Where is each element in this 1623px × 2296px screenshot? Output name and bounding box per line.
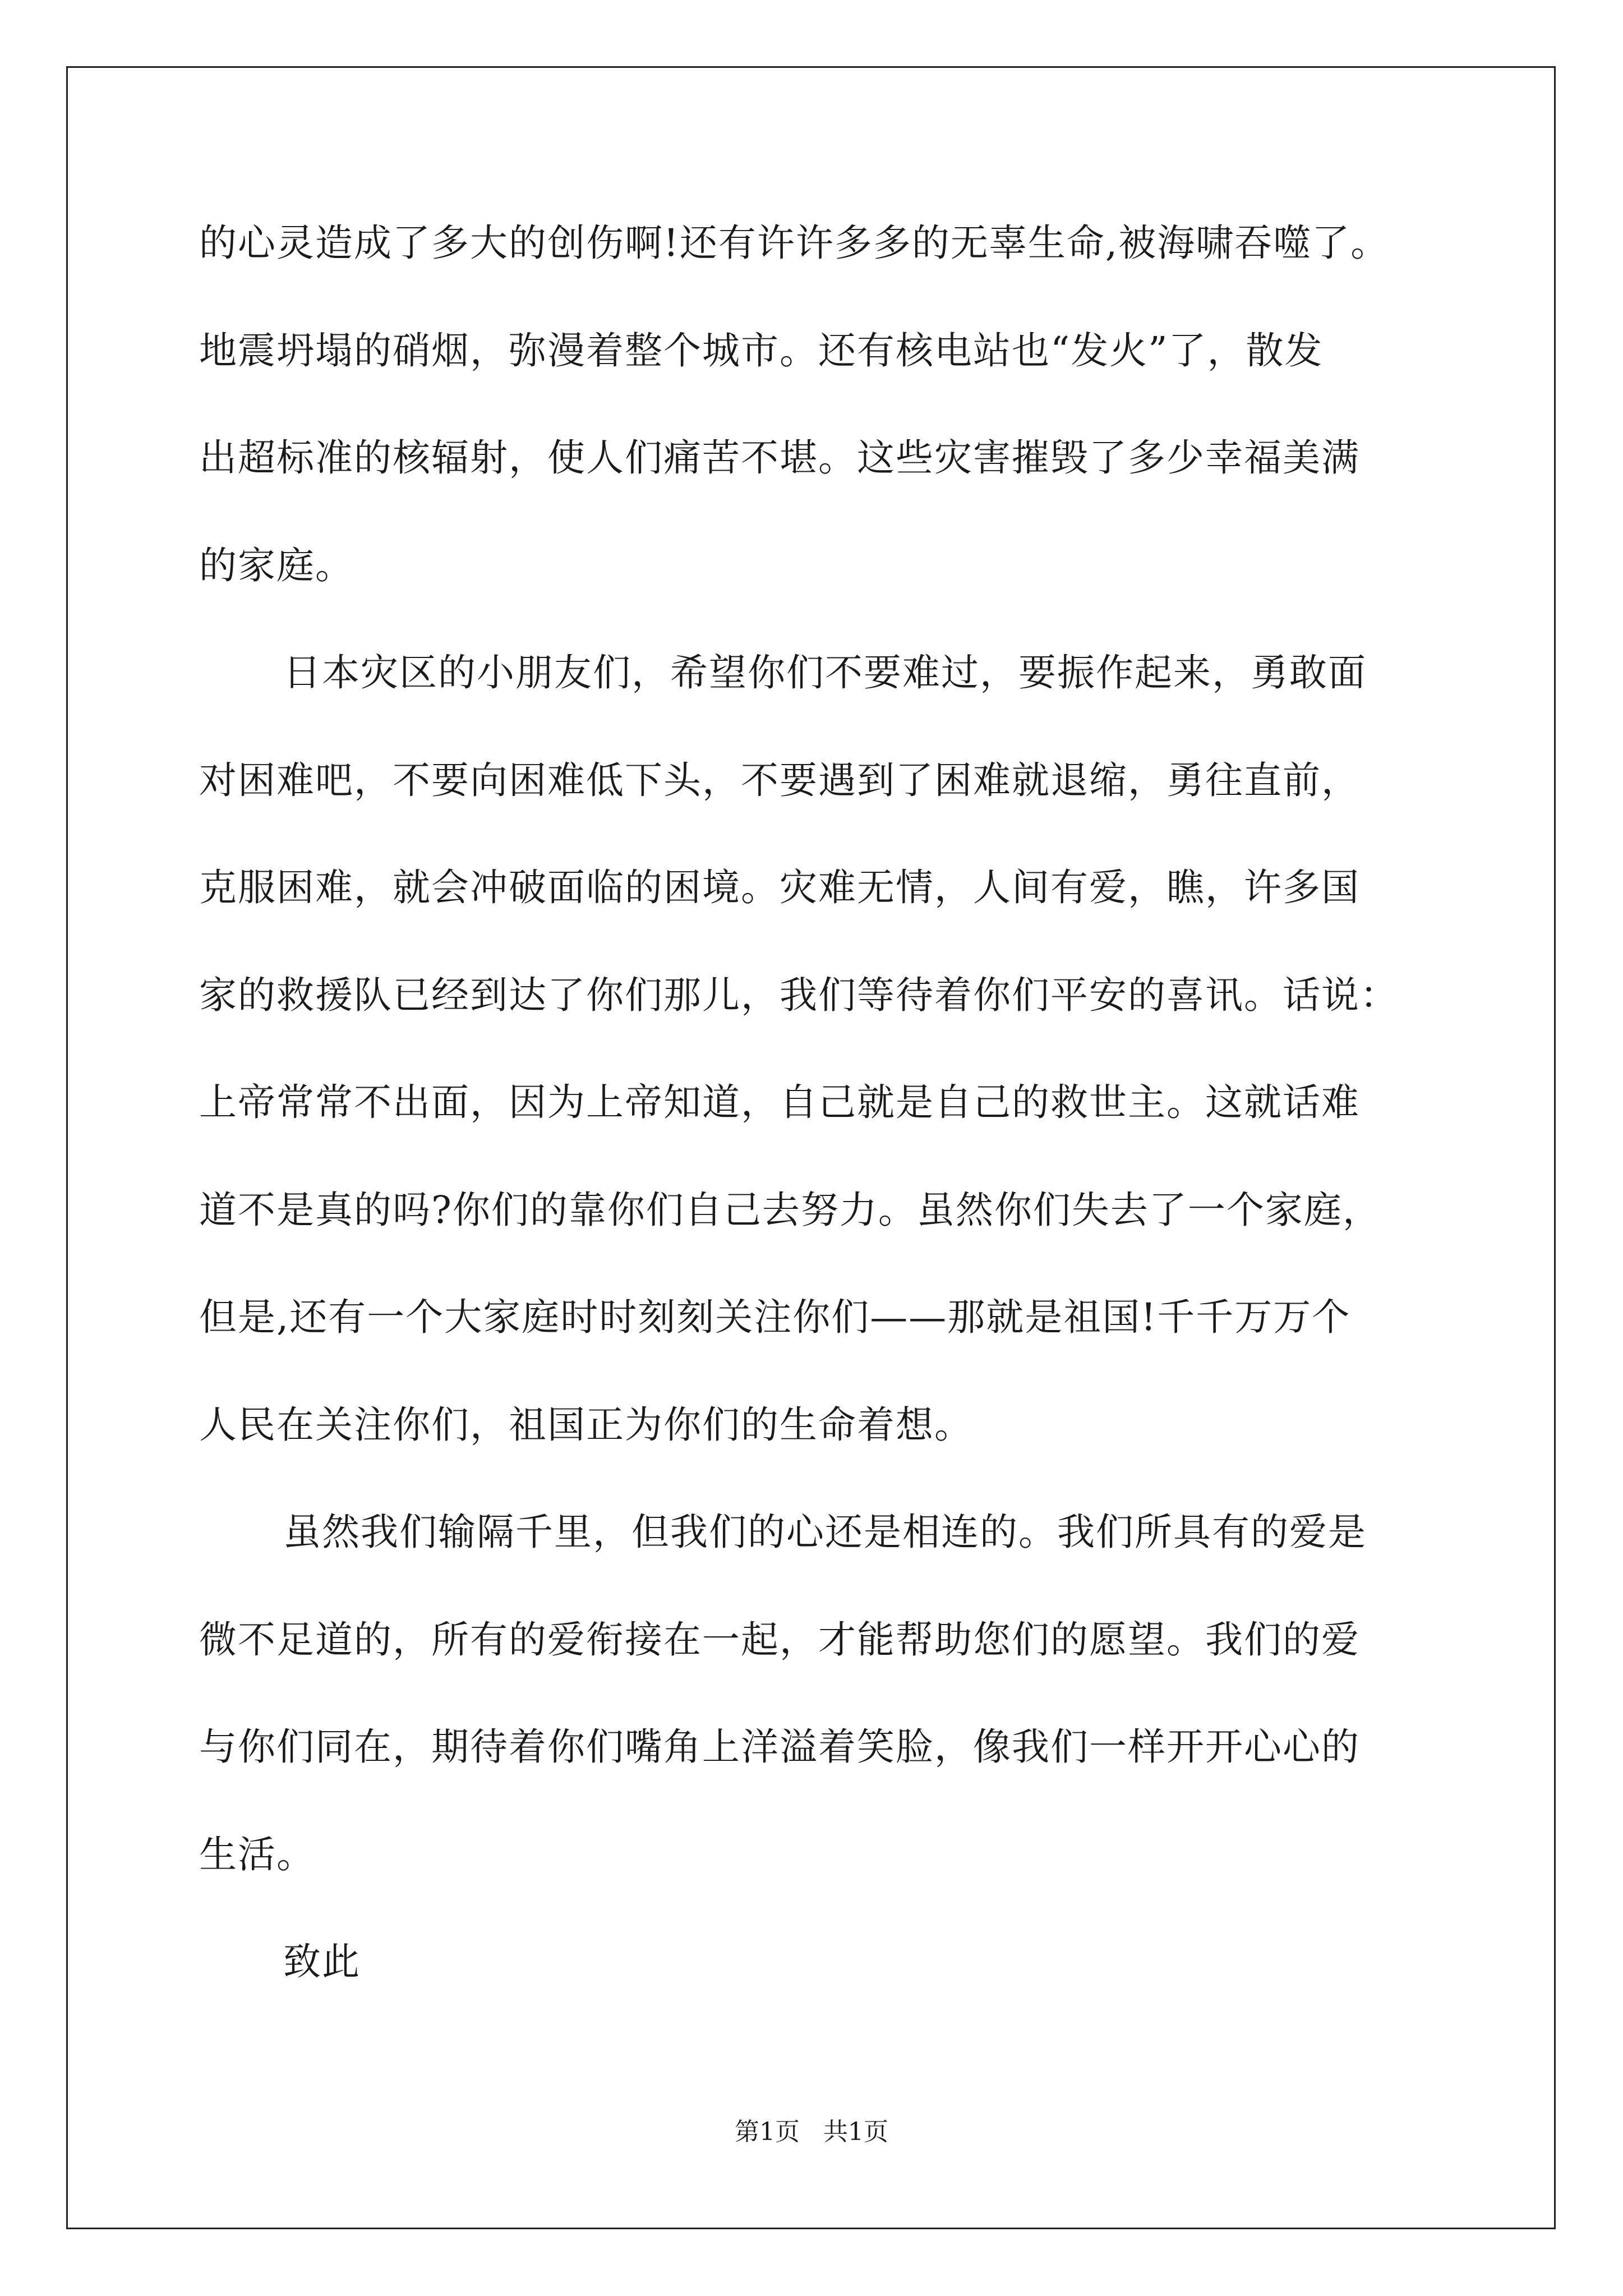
text-line-12: 人民在关注你们，祖国正为你们的生命着想。	[199, 1402, 973, 1447]
page-number: 第1页	[735, 2118, 800, 2146]
text-line-14: 微不足道的，所有的爱衔接在一起，才能帮助您们的愿望。我们的爱	[199, 1617, 1360, 1662]
text-line-1: 的心灵造成了多大的创伤啊!还有许许多多的无辜生命,被海啸吞噬了。	[199, 221, 1390, 265]
text-line-2: 地震坍塌的硝烟，弥漫着整个城市。还有核电站也“发火”了，散发	[199, 328, 1324, 372]
text-line-3: 出超标准的核辐射，使人们痛苦不堪。这些灾害摧毁了多少幸福美满	[199, 436, 1360, 480]
text-line-10: 道不是真的吗?你们的靠你们自己去努力。虽然你们失去了一个家庭，	[199, 1188, 1381, 1232]
text-line-13: 虽然我们输隔千里，但我们的心还是相连的。我们所具有的爱是	[283, 1510, 1367, 1554]
text-line-7: 克服困难，就会冲破面临的困境。灾难无情，人间有爱，瞧，许多国	[199, 866, 1360, 909]
text-line-8: 家的救援队已经到达了你们那儿，我们等待着你们平安的喜讯。话说：	[199, 973, 1399, 1017]
text-line-9: 上帝常常不出面，因为上帝知道，自己就是自己的救世主。这就话难	[199, 1080, 1360, 1124]
text-line-15: 与你们同在，期待着你们嘴角上洋溢着笑脸，像我们一样开开心心的	[199, 1725, 1360, 1769]
text-line-5: 日本灾区的小朋友们，希望你们不要难过，要振作起来，勇敢面	[283, 651, 1367, 694]
page-footer	[0, 2111, 1623, 2147]
text-line-16: 生活。	[199, 1832, 315, 1876]
document-body	[199, 213, 1433, 2040]
text-line-6: 对困难吧，不要向困难低下头，不要遇到了困难就退缩，勇往直前，	[199, 758, 1360, 802]
page-total: 共1页	[823, 2118, 888, 2146]
text-line-4: 的家庭。	[199, 543, 354, 587]
text-line-17: 致此	[283, 1940, 361, 1984]
text-line-11: 但是,还有一个大家庭时时刻刻关注你们——那就是祖国!千千万万个	[199, 1295, 1351, 1339]
